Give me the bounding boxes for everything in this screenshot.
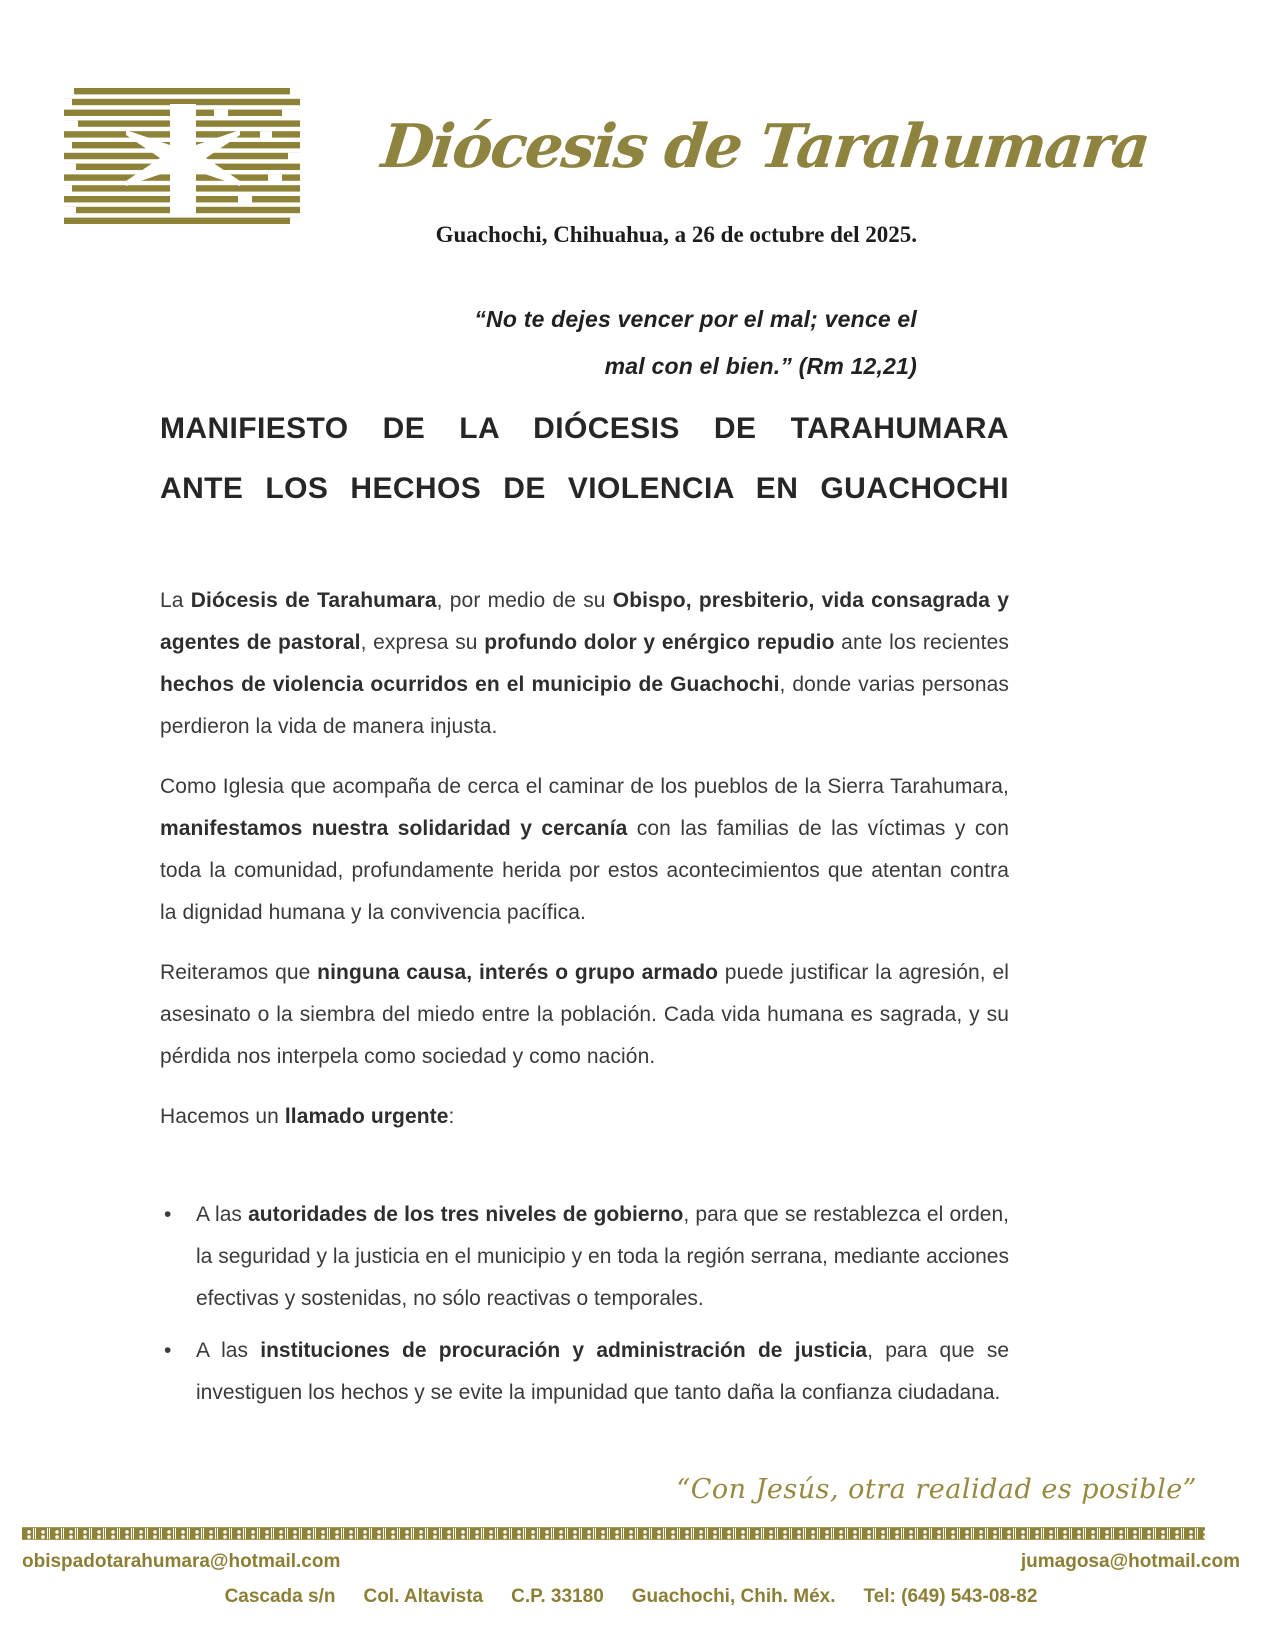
footer-address-item: Cascada s/n	[224, 1586, 336, 1607]
footer-email-right: jumagosa@hotmail.com	[1020, 1551, 1240, 1572]
footer-address	[22, 1586, 1240, 1608]
paragraph-reiteration: Reiteramos que ninguna causa, interés o grupo armado puede justificar la agresión, el asesinato o la siembra del miedo entre la población. Cada vida humana es sagrada, y su pérdida nos interpela como sociedad y como nación.	[160, 961, 1010, 1068]
paragraph-intro: La Diócesis de Tarahumara, por medio de su Obispo, presbiterio, vida consagrada y agentes de pastoral, expresa su profundo dolor y enérgico repudio ante los recientes hechos de violencia ocurridos en el municipio de Guachochi, donde varias personas perdieron la vida de manera injusta.	[160, 589, 1009, 738]
document-title	[160, 408, 1009, 510]
footer-address-item: Col. Altavista	[363, 1586, 484, 1607]
diocese-striped-cross-logo-icon	[64, 88, 300, 228]
bullet-item-justice-institutions	[160, 1330, 1009, 1414]
footer-tagline: “Con Jesús, otra realidad es posible”	[676, 1474, 1197, 1505]
scripture-quote-line2: mal con el bien.” (Rm 12,21)	[604, 353, 917, 379]
paragraphs-block	[160, 580, 1009, 1138]
bullet-item-authorities	[160, 1194, 1009, 1320]
footer-email-left: obispadotarahumara@hotmail.com	[22, 1551, 341, 1572]
brand-title: Diócesis de Tarahumara	[378, 112, 1152, 182]
footer-emails	[22, 1551, 1240, 1573]
document-title-line2: ANTE LOS HECHOS DE VIOLENCIA EN GUACHOCHI	[160, 472, 1009, 505]
bullet-marker: •	[164, 1203, 172, 1226]
ornamental-border	[22, 1527, 1205, 1540]
footer-address-item: C.P. 33180	[511, 1586, 604, 1607]
bullet-list	[160, 1194, 1009, 1414]
paragraph-call-heading: Hacemos un llamado urgente:	[160, 1105, 455, 1128]
dateline: Guachochi, Chihuahua, a 26 de octubre del 2025.	[435, 222, 917, 247]
paragraph-solidarity: Como Iglesia que acompaña de cerca el caminar de los pueblos de la Sierra Tarahumara, manifestamos nuestra solidaridad y cercanía con las familias de las víctimas y con toda la comunidad, profundamente herida por estos acontecimientos que atentan contra la dignidad humana y la convivencia pacífica.	[160, 775, 1009, 924]
bullet-text: A las instituciones de procuración y administración de justicia, para que se investiguen los hechos y se evite la impunidad que tanto daña la confianza ciudadana.	[196, 1339, 1009, 1404]
footer-address-item: Tel: (649) 543-08-82	[863, 1586, 1038, 1607]
bullet-text: A las autoridades de los tres niveles de gobierno, para que se restablezca el orden, la seguridad y la justicia en el municipio y en toda la región serrana, mediante acciones efectivas y sostenidas, no sólo reactivas o temporales.	[196, 1203, 1009, 1310]
scripture-quote-line1: “No te dejes vencer por el mal; vence el	[474, 306, 917, 332]
footer-address-item: Guachochi, Chih. Méx.	[631, 1586, 836, 1607]
scripture-quote	[474, 296, 917, 390]
document-title-line1: MANIFIESTO DE LA DIÓCESIS DE TARAHUMARA	[160, 412, 1009, 445]
letter-body	[160, 408, 1009, 1424]
bullet-marker: •	[164, 1339, 172, 1362]
